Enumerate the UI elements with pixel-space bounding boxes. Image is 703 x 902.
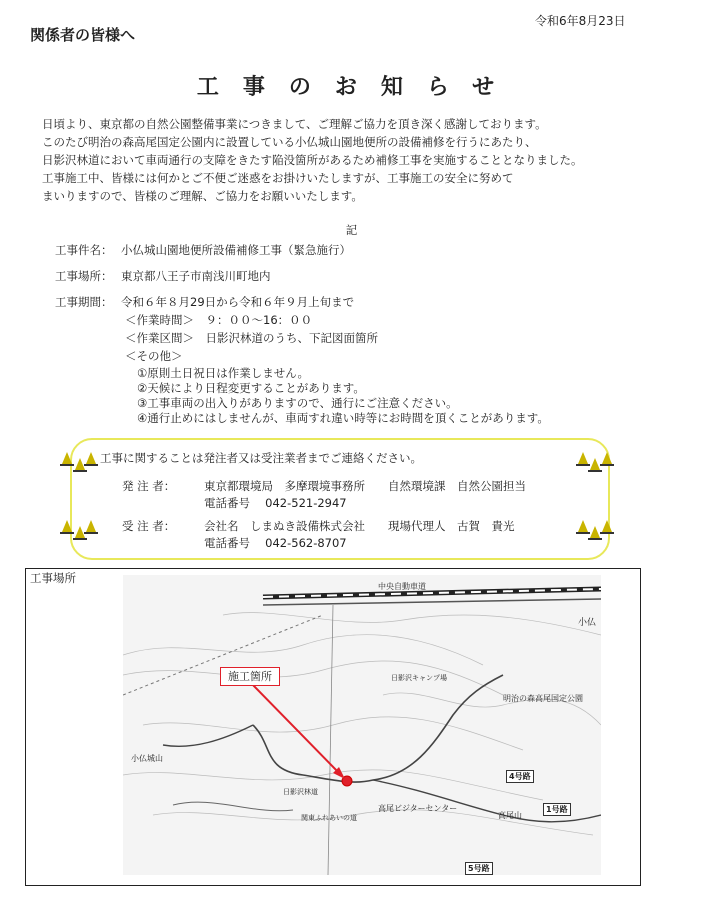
ki-heading: 記: [345, 223, 358, 237]
map-label-meiji-forest: 明治の森高尾国定公園: [503, 694, 583, 703]
intro-line: まいりますので、皆様のご理解、ご協力をお願いいたします。: [42, 189, 363, 203]
project-place-label: 工事場所：: [55, 269, 113, 283]
project-period-label: 工事期間：: [55, 295, 113, 309]
project-name-label: 工事件名：: [55, 243, 113, 257]
traffic-cone-icon: [62, 520, 72, 532]
traffic-cone-icon: [590, 458, 600, 470]
map-label-expressway: 中央自動車道: [378, 582, 426, 591]
traffic-cone-icon: [62, 452, 72, 464]
map-label-kobotoke-shiroyama: 小仏城山: [131, 754, 163, 763]
map-label-kobotoke: 小仏: [578, 618, 597, 628]
other-heading: ＜その他＞: [125, 349, 183, 363]
work-area: ＜作業区間＞ 日影沢林道のうち、下記図面箇所: [125, 331, 378, 345]
map-label-fureai: 関東ふれあいの道: [301, 814, 357, 822]
map-label-camp: 日影沢キャンプ場: [391, 674, 447, 682]
site-map: [123, 575, 601, 875]
orderer-label: 発 注 者：: [122, 479, 176, 493]
orderer-org: 東京都環境局 多摩環境事務所 自然環境課 自然公園担当: [204, 479, 526, 493]
project-place-value: 東京都八王子市南浅川町地内: [121, 269, 271, 283]
map-label-route4: 4号路: [506, 770, 534, 783]
project-period-row: [55, 294, 354, 310]
project-name-value: 小仏城山園地便所設備補修工事（緊急施行）: [121, 243, 351, 257]
traffic-cone-icon: [578, 520, 588, 532]
notice-date: 令和6年8月23日: [535, 14, 626, 28]
note-item: ①原則土日祝日は作業しません。: [137, 366, 309, 380]
map-label-hikage-rindo: 日影沢林道: [283, 788, 318, 796]
traffic-cone-icon: [86, 452, 96, 464]
intro-line: 日影沢林道において車両通行の支障をきたす陥没箇所があるため補修工事を実施することとなりました。: [42, 153, 583, 167]
intro-line: 工事施工中、皆様には何かとご不便ご迷惑をお掛けいたしますが、工事施工の安全に努めて: [42, 171, 514, 185]
map-section-label: 工事場所: [30, 571, 76, 585]
note-item: ④通行止めにはしませんが、車両すれ違い時等にお時間を頂くことがあります。: [137, 411, 549, 425]
traffic-cone-icon: [602, 520, 612, 532]
project-place-row: [55, 268, 271, 284]
map-label-route1: 1号路: [543, 803, 571, 816]
note-item: ②天候により日程変更することがあります。: [137, 381, 365, 395]
project-period-value: 令和６年８月29日から令和６年９月上旬まで: [121, 295, 355, 309]
contractor-phone: 電話番号 042-562-8707: [204, 536, 347, 550]
work-time: ＜作業時間＞ ９：００～16：００: [125, 313, 313, 327]
traffic-cone-icon: [578, 452, 588, 464]
map-label-takaosan: 高尾山: [498, 811, 522, 820]
map-label-route5: 5号路: [465, 862, 493, 875]
map-drawing: [123, 575, 601, 875]
intro-line: このたび明治の森高尾国定公園内に設置している小仏城山園地便所の設備補修を行うにあたり、: [42, 135, 537, 149]
contact-intro: 工事に関することは発注者又は受注業者までご連絡ください。: [100, 451, 422, 465]
intro-line: 日頃より、東京都の自然公園整備事業につきまして、ご理解ご協力を頂き深く感謝しております。: [42, 117, 547, 131]
traffic-cone-icon: [602, 452, 612, 464]
addressee: 関係者の皆様へ: [30, 26, 136, 44]
contractor-org: 会社名 しまぬき設備株式会社 現場代理人 古賀 貴光: [204, 519, 515, 533]
project-name-row: [55, 242, 351, 258]
site-callout: 施工箇所: [220, 667, 280, 686]
intro-paragraph: [42, 115, 682, 205]
map-label-visitor-center: 高尾ビジターセンター: [378, 804, 458, 813]
orderer-phone: 電話番号 042-521-2947: [204, 496, 347, 510]
note-item: ③工事車両の出入りがありますので、通行にご注意ください。: [137, 396, 458, 410]
contractor-label: 受 注 者：: [122, 519, 176, 533]
notice-title: 工事のお知らせ: [196, 75, 519, 100]
traffic-cone-icon: [590, 526, 600, 538]
traffic-cone-icon: [86, 520, 96, 532]
